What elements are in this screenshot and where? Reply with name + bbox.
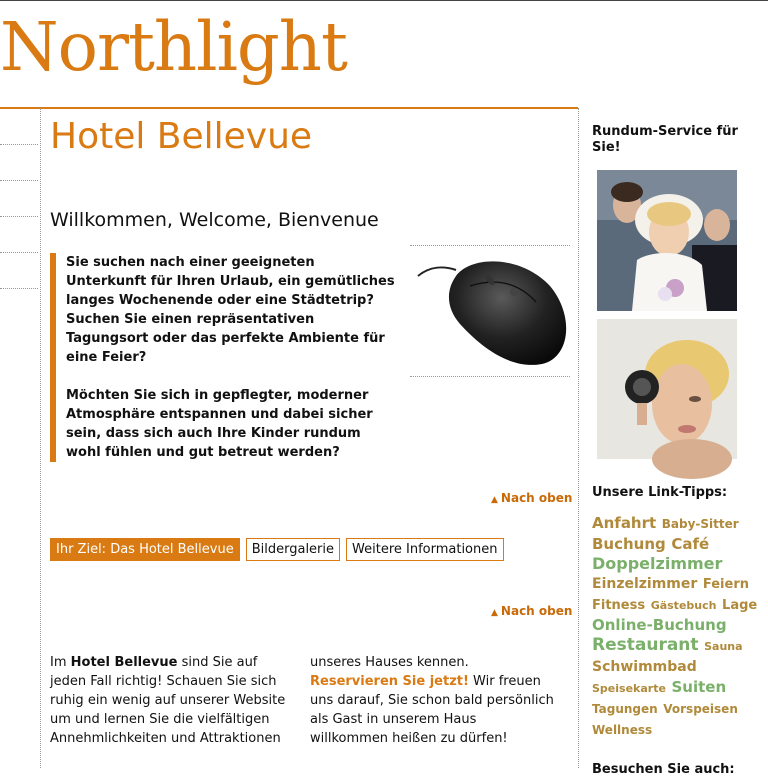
- text-column-1: Im Hotel Bellevue sind Sie auf jeden Fall richtig! Schauen Sie sich ruhig ein wenig auf unserer Website um und lernen Sie die vielfältigen Annehmlichkeiten und Attraktionen: [50, 655, 286, 746]
- link-tips-heading: Unsere Link-Tipps:: [592, 485, 728, 500]
- site-logo[interactable]: Northlight: [0, 8, 347, 86]
- tag-link[interactable]: Tagungen: [592, 702, 658, 716]
- tab-bildergalerie[interactable]: Bildergalerie: [246, 538, 340, 561]
- left-navigation: [0, 109, 38, 289]
- top-border: [0, 0, 768, 1]
- tag-link[interactable]: Suiten: [671, 678, 727, 696]
- tag-link[interactable]: Feiern: [702, 577, 749, 592]
- tag-link[interactable]: Wellness: [592, 723, 653, 737]
- reserve-link[interactable]: Reservieren Sie jetzt!: [310, 674, 469, 689]
- tag-link[interactable]: Speisekarte: [592, 682, 666, 695]
- page-title: Hotel Bellevue: [50, 116, 313, 157]
- nav-item[interactable]: [0, 181, 38, 217]
- tag-link[interactable]: Fitness: [592, 598, 646, 613]
- content-tabs: [50, 538, 504, 561]
- wedding-photo: [597, 170, 737, 311]
- main-left-divider: [40, 108, 41, 768]
- service-heading: Rundum-Service für Sie!: [592, 124, 738, 155]
- tag-link[interactable]: Sauna: [704, 640, 743, 653]
- arrow-up-icon: ▲: [491, 495, 498, 505]
- nav-item[interactable]: [0, 109, 38, 145]
- sidebar: [592, 124, 762, 778]
- computer-mouse-image: [410, 245, 570, 377]
- nav-item[interactable]: [0, 217, 38, 253]
- tag-link[interactable]: Einzelzimmer: [592, 576, 698, 592]
- tab-hotel-bellevue[interactable]: Ihr Ziel: Das Hotel Bellevue: [50, 538, 240, 561]
- tag-link[interactable]: Buchung: [592, 535, 666, 553]
- intro-paragraph-2: Möchten Sie sich in gepflegter, moderner Atmosphäre entspannen und dabei sicher sein, dass sich auch Ihre Kinder rundum wohl fühlen und gut betreut werden?: [66, 387, 373, 460]
- tab-weitere-informationen[interactable]: Weitere Informationen: [346, 538, 503, 561]
- tag-link[interactable]: Schwimmbad: [592, 659, 697, 675]
- text-column-2: unseres Hauses kennen. Reservieren Sie jetzt! Wir freuen uns darauf, Sie schon bald persönlich als Gast in unserem Haus willkommen heißen zu dürfen!: [310, 655, 554, 746]
- tag-link[interactable]: Anfahrt: [592, 514, 657, 532]
- nav-item[interactable]: [0, 145, 38, 181]
- main-right-divider: [578, 108, 579, 768]
- hotel-name: Hotel Bellevue: [70, 655, 178, 670]
- visit-also-heading: Besuchen Sie auch:: [592, 762, 735, 777]
- tag-link[interactable]: Restaurant: [592, 635, 699, 655]
- tag-link[interactable]: Gästebuch: [650, 599, 717, 612]
- tag-link[interactable]: Doppelzimmer: [592, 554, 723, 573]
- back-to-top-link[interactable]: ▲ Nach oben: [491, 604, 573, 618]
- woman-mirror-photo: [597, 319, 737, 459]
- tag-link[interactable]: Café: [671, 535, 710, 553]
- tag-link[interactable]: Lage: [722, 598, 758, 613]
- main-content: [50, 109, 572, 461]
- tag-link[interactable]: Vorspeisen: [663, 702, 738, 716]
- arrow-up-icon: ▲: [491, 608, 498, 618]
- welcome-heading: Willkommen, Welcome, Bienvenue: [50, 208, 379, 231]
- intro-section: [50, 245, 572, 461]
- tag-cloud: [592, 513, 762, 740]
- nav-item[interactable]: [0, 253, 38, 289]
- intro-callout: [50, 253, 398, 462]
- tag-link[interactable]: Online-Buchung: [592, 616, 727, 634]
- tag-link[interactable]: Baby-Sitter: [661, 517, 739, 531]
- intro-paragraph-1: Sie suchen nach einer geeigneten Unterkunft für Ihren Urlaub, ein gemütliches langes Wochenende oder eine Städtetrip? Suchen Sie einen repräsentativen Tagungsort oder das perfekte Ambiente für eine Feier?: [66, 254, 395, 365]
- back-to-top-link[interactable]: ▲ Nach oben: [491, 491, 573, 505]
